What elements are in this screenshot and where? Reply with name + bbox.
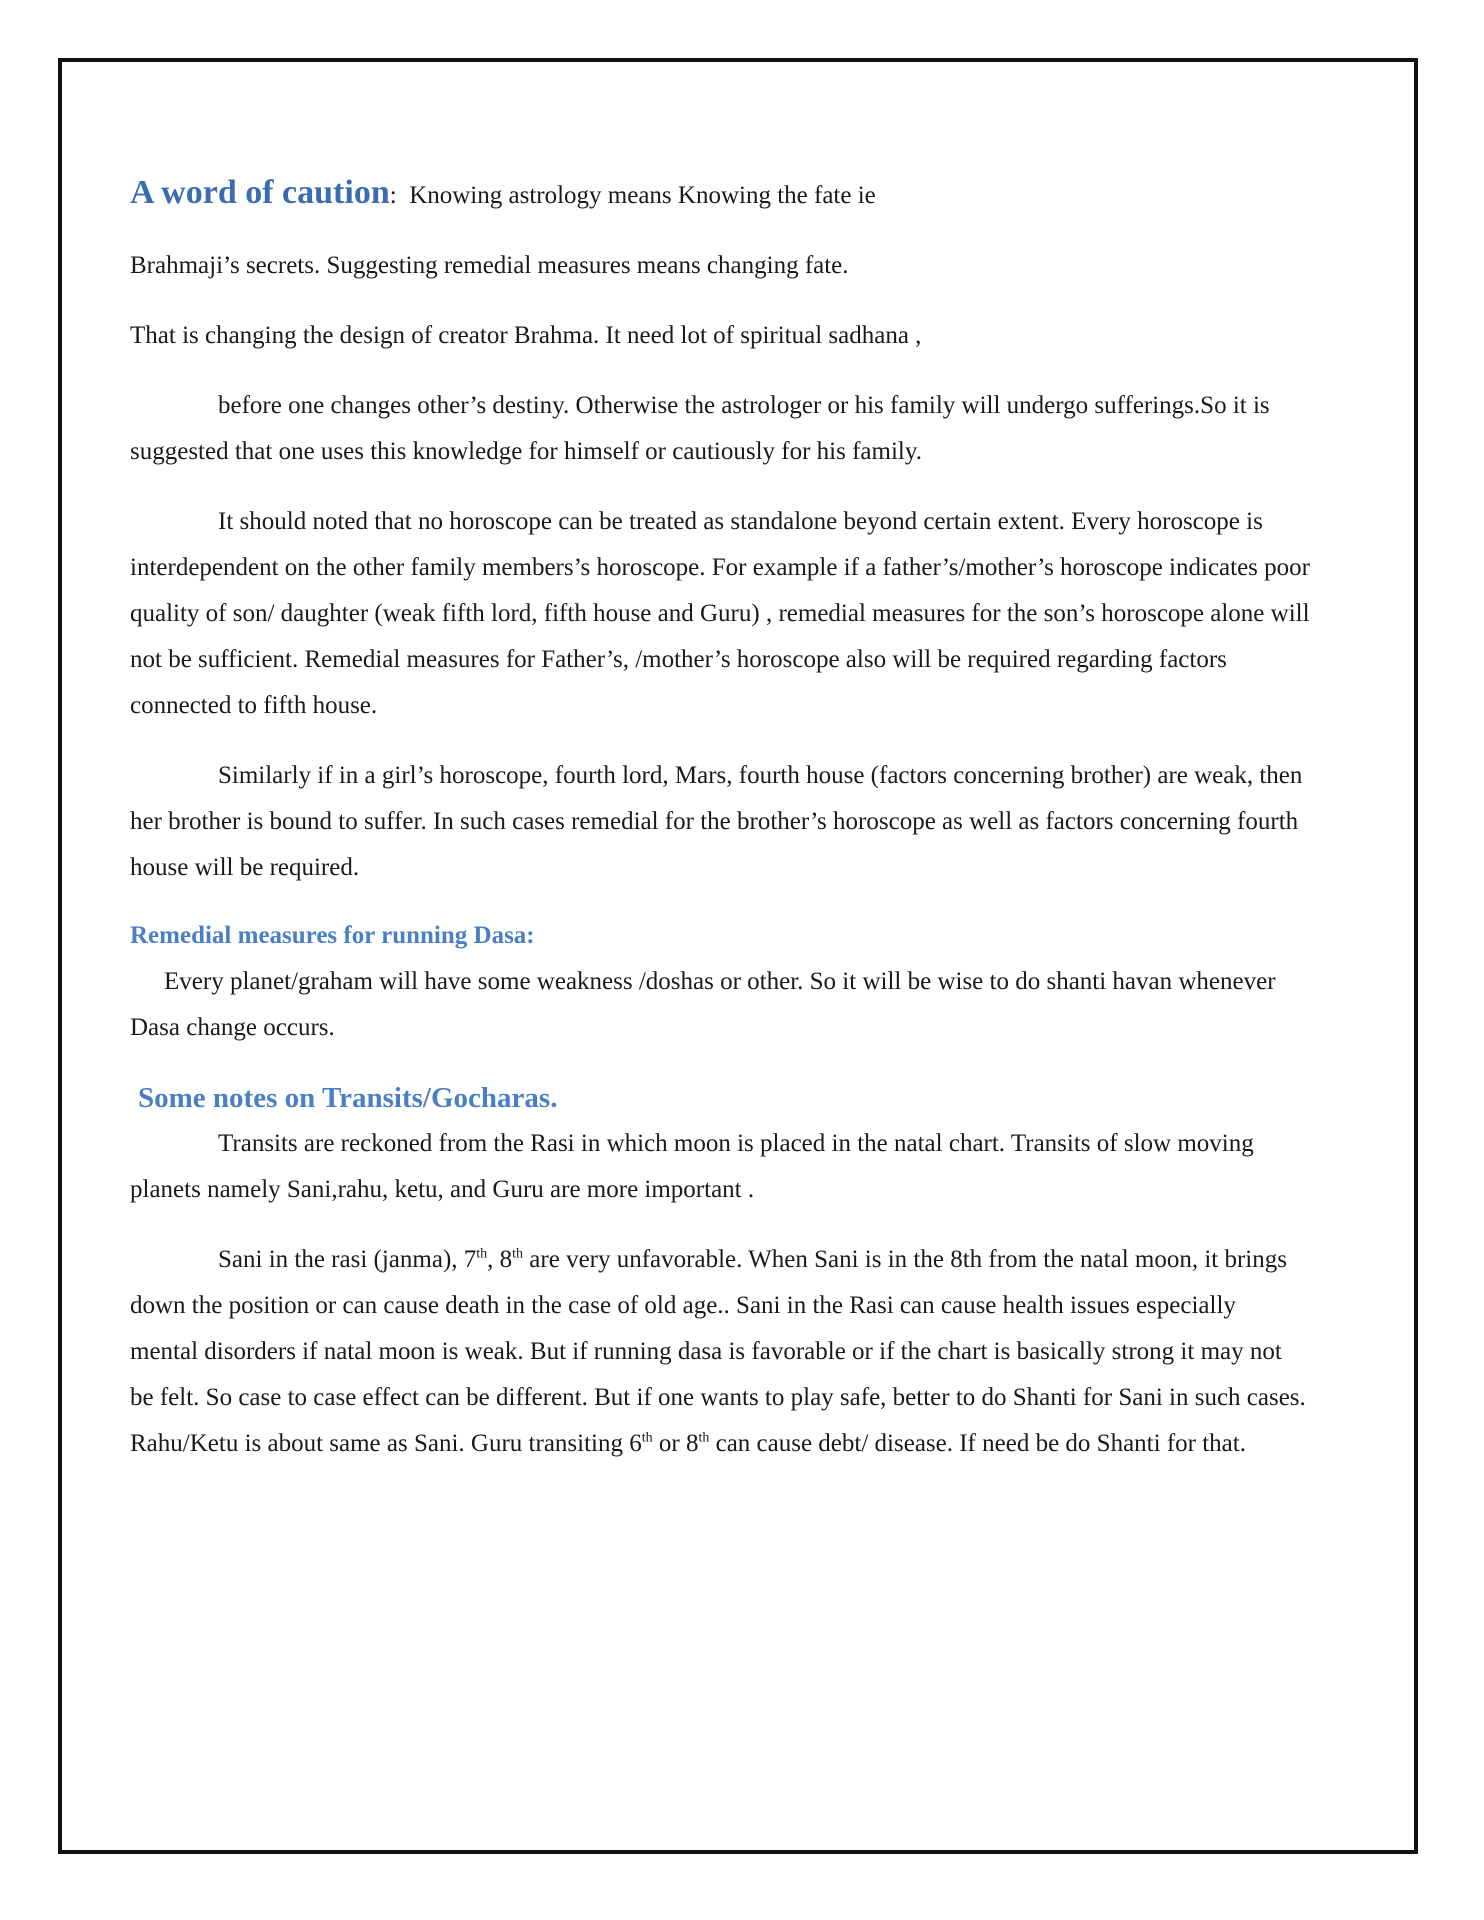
superscript-th: th: [512, 1246, 524, 1262]
transits-heading: Some notes on Transits/Gocharas.: [138, 1082, 558, 1114]
superscript-th: th: [476, 1246, 488, 1262]
remedial-heading: Remedial measures for running Dasa:: [130, 922, 535, 949]
caution-line2: Brahmaji’s secrets. Suggesting remedial measures means changing fate.: [130, 252, 849, 279]
superscript-th: th: [641, 1430, 653, 1446]
remedial-paragraph: Every planet/graham will have some weakness /doshas or other. So it will be wise to do shanti havan whenever Dasa change occurs.: [130, 968, 1276, 1041]
caution-heading: A word of caution: [130, 174, 390, 211]
caution-line3: That is changing the design of creator Brahma. It need lot of spiritual sadhana ,: [130, 322, 922, 349]
transits-text-2: , 8: [487, 1246, 513, 1273]
transits-paragraph-2: [130, 1237, 1310, 1467]
caution-colon: :: [389, 182, 397, 209]
transits-text-5: can cause debt/ disease. If need be do Shanti for that.: [709, 1430, 1246, 1457]
caution-paragraph-3: Similarly if in a girl’s horoscope, fourth lord, Mars, fourth house (factors concerning brother) are weak, then her brother is bound to suffer. In such cases remedial for the brother’s horoscope as well as factors concerning fourth house will be required.: [130, 762, 1303, 881]
transits-paragraph-1: Transits are reckoned from the Rasi in which moon is placed in the natal chart. Transits of slow moving planets namely Sani,rahu, ketu, and Guru are more important .: [130, 1130, 1254, 1203]
caution-paragraph-2: It should noted that no horoscope can be treated as standalone beyond certain extent. Every horoscope is interdependent on the other family members’s horoscope. For example if a father’s/mother’s horoscope indicates poor quality of son/ daughter (weak fifth lord, fifth house and Guru) , remedial measures for the son’s horoscope alone will not be sufficient. Remedial measures for Father’s, /mother’s horoscope also will be required regarding factors connected to fifth house.: [130, 508, 1310, 719]
superscript-th: th: [698, 1430, 710, 1446]
document-body: [130, 170, 1310, 1467]
transits-text-1: Sani in the rasi (janma), 7: [218, 1246, 477, 1273]
transits-text-4: or 8: [652, 1430, 699, 1457]
caution-line: [130, 170, 1310, 219]
transits-text-3: are very unfavorable. When Sani is in the 8th from the natal moon, it brings down the position or can cause death in the case of old age.. Sani in the Rasi can cause health issues especially mental disorders if natal moon is weak. But if running dasa is favorable or if the chart is basically strong it may not be felt. So case to case effect can be different. But if one wants to play safe, better to do Shanti for Sani in such cases. Rahu/Ketu is about same as Sani. Guru transiting 6: [130, 1246, 1306, 1457]
caution-paragraph-1: before one changes other’s destiny. Otherwise the astrologer or his family will undergo sufferings.So it is suggested that one uses this knowledge for himself or cautiously for his family.: [130, 392, 1270, 465]
caution-line1-text: Knowing astrology means Knowing the fate ie: [409, 182, 876, 209]
